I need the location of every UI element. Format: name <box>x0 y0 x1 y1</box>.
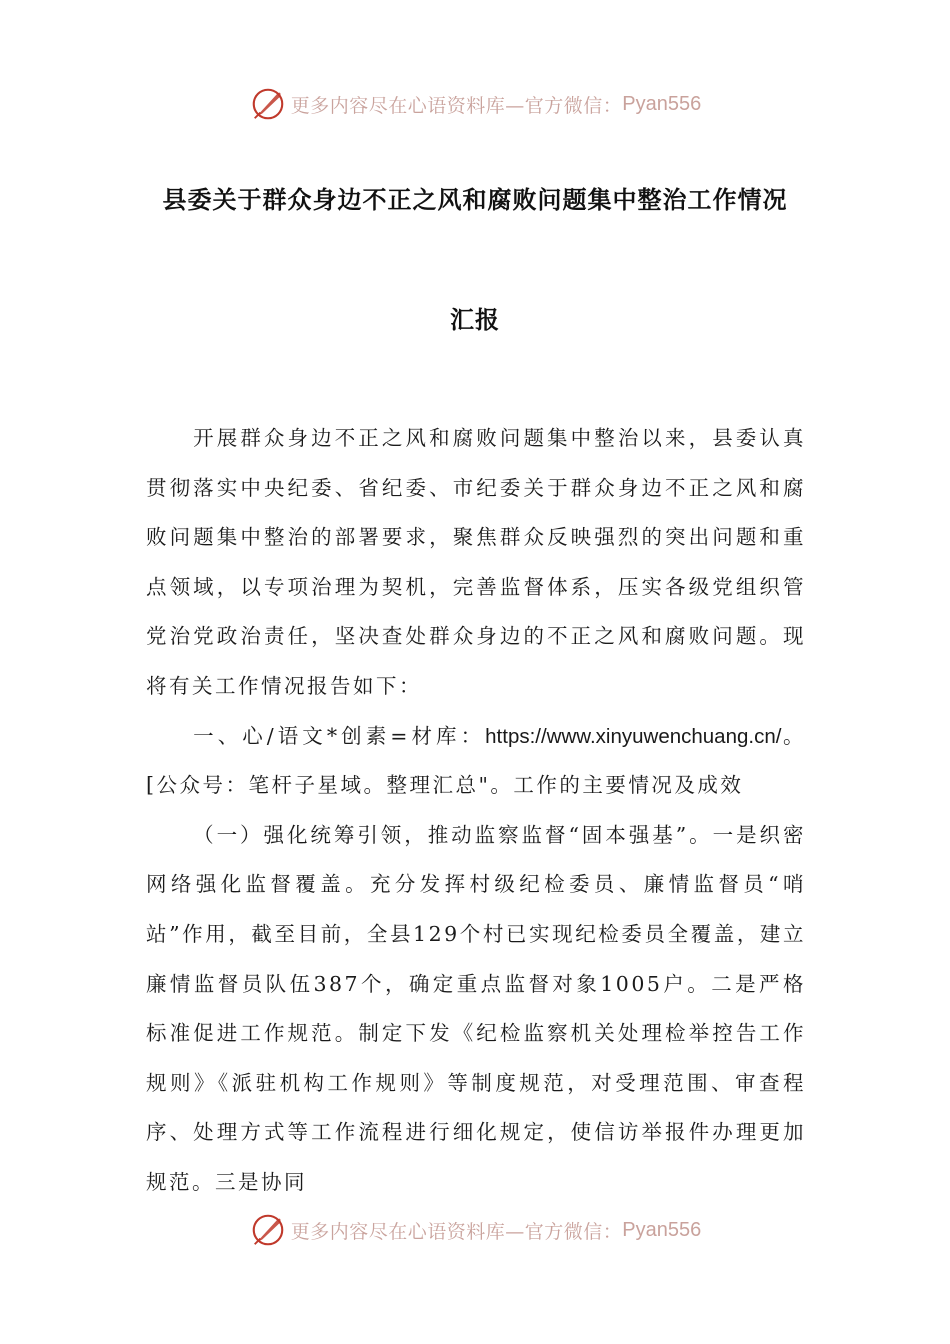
watermark-wechat-id: Pyan556 <box>622 92 702 115</box>
paragraph-subsection-1: （一）强化统筹引领，推动监察监督“固本强基”。一是织密网络强化监督覆盖。充分发挥村级纪检委员、廉情监督员“哨站”作用，截至目前，全县129个村已实现纪检委员全覆盖，建立廉情监督员队伍387个，确定重点监督对象1005户。二是严格标准促进工作规范。制定下发《纪检监察机关处理检举控告工作规则》《派驻机构工作规则》等制度规范，对受理范围、审查程序、处理方式等工作流程进行细化规定，使信访举报件办理更加规范。三是协同 <box>146 822 806 1194</box>
paragraph-intro: 开展群众身边不正之风和腐败问题集中整治以来，县委认真贯彻落实中央纪委、省纪委、市纪委关于群众身边不正之风和腐败问题集中整治的部署要求，聚焦群众反映强烈的突出问题和重点领域，以专项治理为契机，完善监督体系，压实各级党组织管党治党政治责任，坚决查处群众身边的不正之风和腐败问题。现将有关工作情况报告如下： <box>146 426 806 698</box>
section-heading-suffix: 。[公众号：笔杆子星域。整理汇总"。工作的主要情况及成效 <box>146 723 806 798</box>
document-body <box>146 414 806 1208</box>
header-watermark <box>0 82 950 126</box>
document-title: 县委关于群众身边不正之风和腐败问题集中整治工作情况 <box>162 185 788 214</box>
footer-watermark <box>0 1208 950 1252</box>
paragraph-section-heading <box>146 712 806 811</box>
quill-logo-icon <box>249 1211 287 1249</box>
section-heading-prefix: 一、心/语文*创素=材库： <box>193 723 486 748</box>
document-title-continued: 汇报 <box>450 305 500 334</box>
watermark-wechat-id: Pyan556 <box>622 1218 702 1241</box>
section-heading-url: https://www.xinyuwenchuang.cn/ <box>485 724 782 748</box>
watermark-text: 更多内容尽在心语资料库—官方微信： <box>290 94 623 117</box>
watermark-text: 更多内容尽在心语资料库—官方微信： <box>290 1220 623 1243</box>
quill-logo-icon <box>249 85 287 123</box>
